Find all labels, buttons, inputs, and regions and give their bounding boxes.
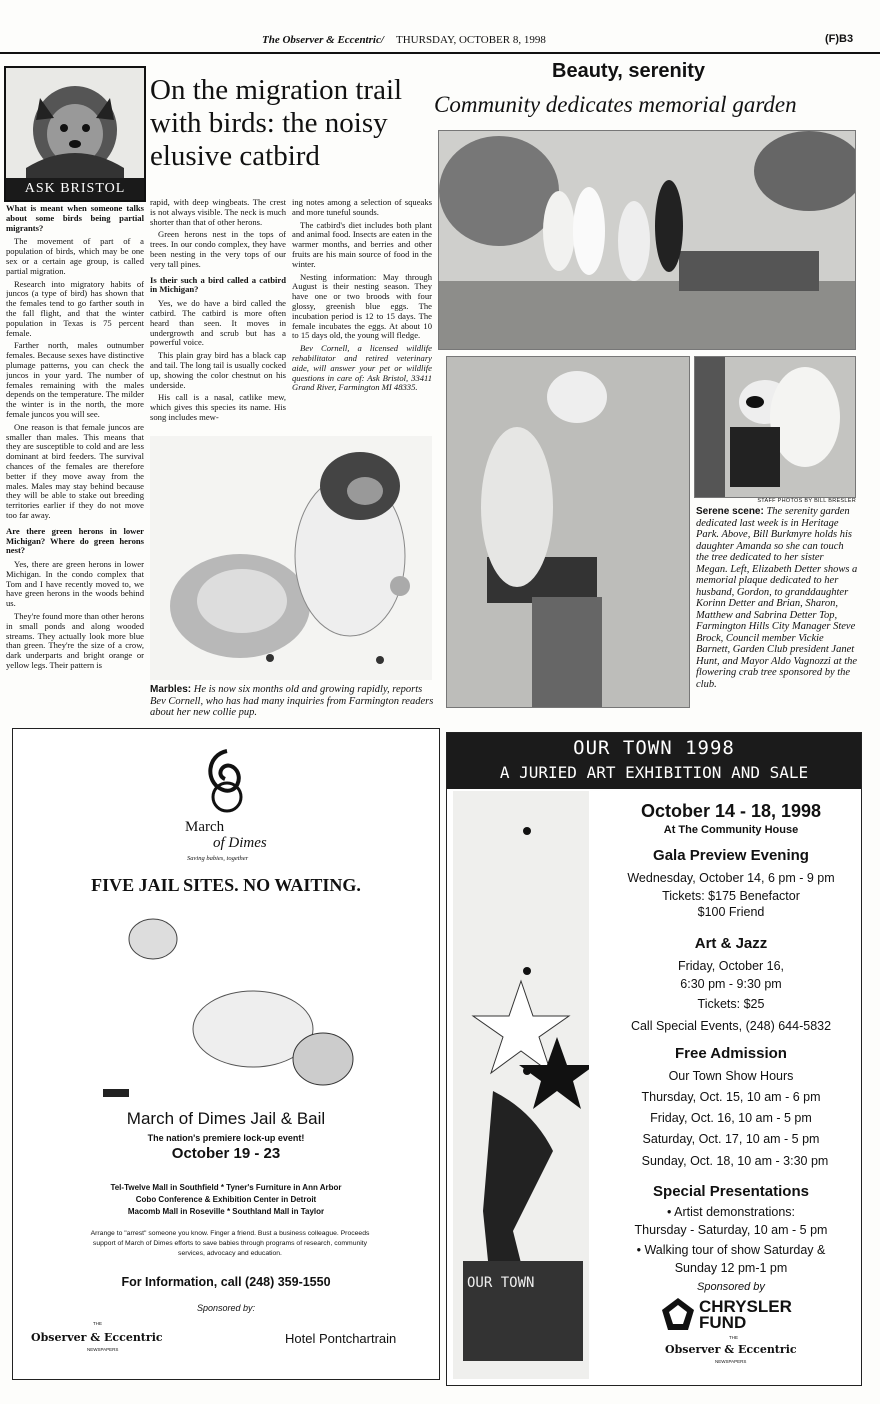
observer-eccentric-logo: Observer & Eccentric [31, 1331, 163, 1344]
free-line-5: Sunday, Oct. 18, 10 am - 3:30 pm [641, 1154, 829, 1168]
ot-oe-logo-the: THE [729, 1335, 738, 1340]
march-of-dimes-logo-icon [197, 745, 257, 817]
org-name-line1: March [185, 819, 225, 835]
article-paragraph: The movement of part of a population of birds, which may be one sex or a certain age group, is called partial migration. [6, 236, 144, 276]
location-line-1: Tel-Twelve Mall in Southfield * Tyner's Furniture in Ann Arbor [110, 1183, 342, 1192]
gala-line-1: Wednesday, October 14, 6 pm - 9 pm [627, 871, 835, 885]
garden-caption-label: Serene scene: [696, 506, 764, 517]
gala-line-3: $100 Friend [697, 905, 765, 919]
masthead: The Observer & Eccentric/ [262, 34, 384, 46]
garden-caption [696, 506, 858, 690]
article-paragraph: They're found more than other herons in small ponds and along wooded streams. They actually look more blue than green. They're the size of a crow, dark underparts and bright orange or yellow legs. Their pattern is [6, 611, 144, 671]
jazz-line-3: Tickets: $25 [697, 997, 765, 1011]
plaque-illustration [447, 357, 689, 707]
location-line-3: Macomb Mall in Roseville * Southland Mall in Taylor [127, 1207, 325, 1216]
event-venue: At The Community House [663, 824, 799, 836]
oe-logo-small-the: THE [93, 1321, 102, 1326]
article-paragraph: One reason is that female juncos are smaller than males. This means that they are susceptible to cold and are less dominant at bird feeders. The survival chances of the females are therefore better if they move away from the males. Males may stay behind because they will be able to stake out breeding territories earlier if they do not move too far away. [6, 421, 144, 520]
question-heading: Is their such a bird called a catbird in Michigan? [150, 274, 286, 295]
bristol-column-1 [6, 198, 144, 718]
oe-logo-newspapers: NEWSPAPERS [87, 1347, 119, 1352]
page-header [0, 30, 880, 54]
free-line-1: Our Town Show Hours [668, 1069, 794, 1083]
poster-title: OUR TOWN [467, 1275, 535, 1291]
ot-oe-logo-newspapers: NEWSPAPERS [715, 1359, 747, 1364]
gala-heading: Gala Preview Evening [653, 847, 809, 864]
jazz-line-1: Friday, October 16, [677, 959, 785, 973]
march-of-dimes-ad [12, 728, 440, 1380]
garden-plaque-photo [446, 356, 690, 708]
ot-sponsored-label: Sponsored by [697, 1281, 765, 1293]
dog-portrait-icon [6, 68, 144, 178]
jazz-line-2: 6:30 pm - 9:30 pm [680, 977, 782, 991]
our-town-poster [453, 791, 589, 1379]
our-town-banner [447, 733, 861, 789]
jazz-heading: Art & Jazz [694, 935, 768, 952]
dimes-event: March of Dimes Jail & Bail [126, 1109, 326, 1128]
jazz-line-4: Call Special Events, (248) 644-5832 [630, 1019, 832, 1033]
special-line-3: • Walking tour of show Saturday & [636, 1243, 826, 1257]
banner-line-2: A JURIED ART EXHIBITION AND SALE [499, 763, 809, 782]
garden-caption-text: The serenity garden dedicated last week is in Heritage Park. Above, Bill Burkmyre holds his daughter Amanda so she can touch the tree dedicated to her sister Megan. Left, Elizabeth Detter shows a memorial plaque dedicated to her husband, Gordon, to granddaughter Korinn Detter and Brian, Sharon, Matthew and Sabrina Detter Top, Farmington Hills City Manager Steve Brock, Council member Vickie Barnett, Garden Club president Janet Hunt, and Mayor Aldo Vagnozzi at the flowering crab tree sponsored by the club. [696, 506, 858, 690]
org-tagline: Saving babies, together [187, 855, 249, 862]
page-number: (F)B3 [825, 33, 854, 45]
special-line-4: Sunday 12 pm-1 pm [674, 1261, 788, 1275]
org-name-line2: of Dimes [213, 835, 267, 851]
special-heading: Special Presentations [653, 1183, 809, 1200]
chrysler-fund-logo-1: CHRYSLER [699, 1297, 792, 1316]
dimes-info-line: For Information, call (248) 359-1550 [121, 1275, 331, 1289]
chrysler-fund-logo-2: FUND [699, 1313, 747, 1332]
caption-label: Marbles: [150, 684, 192, 695]
article-paragraph: Yes, there are green herons in lower Michigan. In the condo complex that Tom and I have recently moved to, we have green herons in the woods behind us. [6, 559, 144, 609]
article-paragraph: The catbird's diet includes both plant and animal food. Insects are eaten in the warmer months, and berries and other fruits are his main source of food in the winter. [292, 219, 432, 269]
photo-credit: STAFF PHOTOS BY BILL BRESLER [757, 498, 856, 504]
garden-top-photo [438, 130, 856, 350]
issue-date: THURSDAY, OCTOBER 8, 1998 [396, 34, 546, 46]
article-paragraph: Farther north, males outnumber females. Because sexes have distinctive plumage patterns, you can check the juncos in your yard. The number of females remaining with the males depends on the temperature. The milder the winter is in the north, the more female juncos you will see. [6, 340, 144, 419]
question-heading: Are there green herons in lower Michigan? Where do green herons nest? [6, 525, 144, 556]
dimes-blurb: Arrange to "arrest" someone you know. Finger a friend. Bust a business colleague. Proceeds support of March of Dimes efforts to save babies through programs of research, community services, advocacy and education. [90, 1230, 370, 1257]
garden-tree-photo [694, 356, 856, 498]
dimes-sponsored-label: Sponsored by: [196, 1303, 256, 1313]
dimes-subhead: The nation's premiere lock-up event! [147, 1133, 305, 1143]
bristol-headline: On the migration trail with birds: the noisy elusive catbird [150, 74, 403, 172]
question-heading: What is meant when someone talks about some birds being partial migrants? [6, 203, 144, 233]
location-line-2: Cobo Conference & Exhibition Center in Detroit [135, 1195, 317, 1204]
bristol-column-2 [150, 198, 286, 434]
gala-line-2: Tickets: $175 Benefactor [662, 889, 800, 903]
bristol-column-3 [292, 198, 432, 434]
article-paragraph: This plain gray bird has a black cap and tail. The long tail is usually cocked up, showing the color chestnut on his underside. [150, 350, 286, 390]
dimes-dates: October 19 - 23 [171, 1145, 281, 1162]
ot-observer-eccentric-logo: Observer & Eccentric [665, 1343, 797, 1356]
garden-kicker: Beauty, serenity [552, 60, 706, 82]
special-line-1: • Artist demonstrations: [666, 1205, 796, 1219]
collie-photo-caption [150, 684, 434, 719]
banner-line-1: OUR TOWN 1998 [573, 737, 735, 759]
collie-illustration [150, 436, 432, 680]
garden-group-illustration [439, 131, 855, 349]
chrysler-pentastar-icon [661, 1297, 695, 1331]
article-paragraph: Nesting information: May through August is their nesting season. They have one or two broods with four glossy, greenish blue eggs. The incubation period is 12 to 15 days. The female incubates the eggs. At about 10 to 15 days old, the young will fledge. [292, 271, 432, 341]
baby-in-bars-illustration [83, 899, 383, 1099]
hotel-pontchartrain-logo: Hotel Pontchartrain [285, 1331, 397, 1346]
garden-headline: Community dedicates memorial garden [434, 92, 797, 117]
our-town-ad [446, 732, 862, 1386]
article-paragraph: Research into migratory habits of juncos (a type of bird) has shown that the females tend to go farther south in the fall flight, and that the winter population in Texas is 75 percent female. [6, 278, 144, 338]
ask-bristol-logo [4, 66, 146, 202]
author-note: Bev Cornell, a licensed wildlife rehabilitator and retired veterinary aide, will answer your pet or wildlife questions in care of: Ask Bristol, 33411 Grand River, Farmington MI 48335. [292, 343, 432, 393]
free-line-2: Thursday, Oct. 15, 10 am - 6 pm [641, 1090, 821, 1104]
collie-pup-photo [150, 436, 432, 680]
article-paragraph: ing notes among a selection of squeaks and more tuneful sounds. [292, 198, 432, 217]
caption-text: He is now six months old and growing rapidly, reports Bev Cornell, who has had many inquiries from Farmington readers about her new collie pup. [150, 684, 434, 718]
article-paragraph: rapid, with deep wingbeats. The crest is not always visible. The neck is much shorter than that of other herons. [150, 198, 286, 227]
child-tree-illustration [695, 357, 855, 497]
event-dates: October 14 - 18, 1998 [640, 801, 822, 821]
article-paragraph: Green herons nest in the tops of trees. In our condo complex, they have been nesting in the very tops of our very tall pines. [150, 229, 286, 269]
article-paragraph: His call is a nasal, catlike mew, which gives this species its name. His song includes mew- [150, 392, 286, 422]
free-admission-heading: Free Admission [675, 1045, 787, 1062]
free-line-4: Saturday, Oct. 17, 10 am - 5 pm [642, 1132, 820, 1146]
ask-bristol-banner: ASK BRISTOL [6, 178, 144, 200]
dimes-headline: FIVE JAIL SITES. NO WAITING. [91, 875, 361, 895]
article-paragraph: Yes, we do have a bird called the catbird. The catbird is more often heard than seen. It moves in undergrowth and scrub but has a powerful voice. [150, 298, 286, 348]
free-line-3: Friday, Oct. 16, 10 am - 5 pm [650, 1111, 812, 1125]
special-line-2: Thursday - Saturday, 10 am - 5 pm [634, 1223, 828, 1237]
